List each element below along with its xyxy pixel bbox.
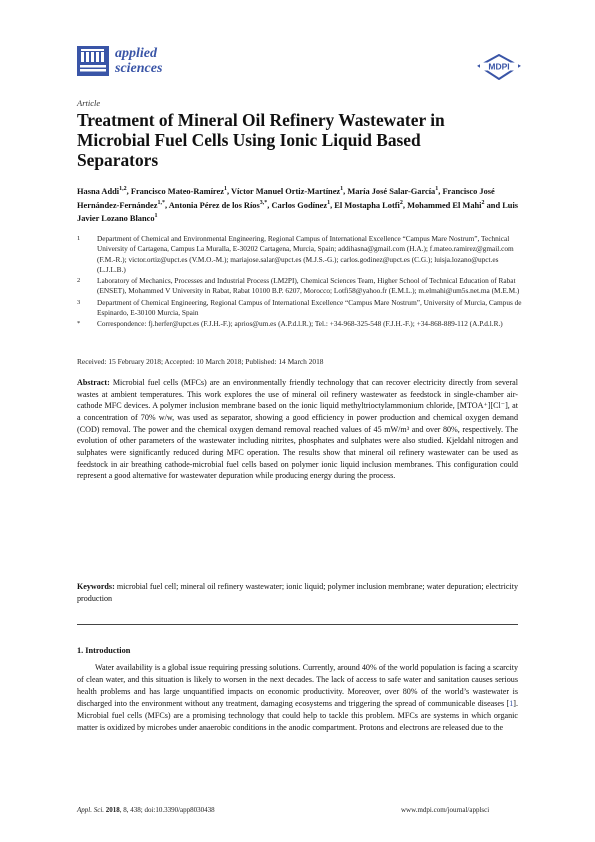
- author-separator: ,: [343, 187, 348, 196]
- author-affiliation-mark: 1: [327, 199, 331, 206]
- affiliation-item: [77, 276, 523, 297]
- author-separator: ,: [267, 200, 272, 210]
- journal-logo-icon: [77, 46, 109, 76]
- abstract: [77, 377, 518, 482]
- affiliations: [77, 234, 523, 331]
- publisher-name: MDPI: [488, 61, 510, 72]
- footer-citation: [77, 806, 215, 814]
- author-separator: ,: [226, 187, 231, 196]
- journal-logo: [77, 46, 162, 76]
- article-title: Treatment of Mineral Oil Refinery Wastewater in Microbial Fuel Cells Using Ionic Liquid Based Separators: [77, 110, 445, 170]
- article-type: Article: [77, 98, 101, 108]
- affiliation-item: [77, 298, 523, 319]
- affiliation-text: Correspondence: fj.herfer@upct.es (F.J.H.-F.); aprios@um.es (A.P.d.l.R.); Tel.: +34-968-325-548 (F.J.H.-F.); +34-868-889-112 (A.P.d.l.R.): [97, 319, 503, 329]
- publication-dates: Received: 15 February 2018; Accepted: 10 March 2018; Published: 14 March 2018: [77, 357, 324, 366]
- section-heading: 1. Introduction: [77, 646, 131, 655]
- author-separator: ,: [402, 200, 408, 210]
- author-name: Antonia Pérez de los Ríos: [168, 200, 260, 210]
- intro-text-a: Water availability is a global issue requiring pressing solutions. Currently, around 40% of the world population is facing a scarcity of clean water, and this situation is likely to worsen in the next decades. The lack of access to safe water and sanitation causes serious health problems and has large unquantified impacts on economic productivity. Moreover, over 80% of the world’s wastewater is discharged into the environment without any treatment, damaging ecosystems and triggering the spread of communicable diseases [: [77, 663, 518, 708]
- author-affiliation-mark: 2: [481, 199, 485, 206]
- author-name: El Mostapha Lotfi: [334, 200, 400, 210]
- author-list: [77, 185, 523, 226]
- journal-name-line2: sciences: [115, 61, 163, 76]
- footer-doi: , 8, 438; doi:10.3390/app8030438: [119, 806, 215, 814]
- footer-journal: Appl. Sci.: [77, 806, 105, 814]
- section-divider: [77, 624, 518, 625]
- intro-text-b: ]. Microbial fuel cells (MFCs) are a promising technology that could help to tackle this problem. MFCs are systems in which organic matter is oxidized by microbes under anaerobic conditions in the anodic compartment. Protons and electrons are released due to the: [77, 698, 518, 732]
- affiliation-mark: 1: [77, 235, 81, 242]
- affiliation-text: Laboratory of Mechanics, Processes and Industrial Process (LM2PI), Chemical Sciences Team, Higher School of Technical Education of Rabat (ENSET), Mohammed V University in Rabat, Rabat 10100 B.P. 6207, Morocco; Lotfi58@yahoo.fr (E.M.L.); m.elmahi@um5s.net.ma (M.E.M.): [97, 276, 520, 296]
- abstract-text: Microbial fuel cells (MFCs) are an environmentally friendly technology that can recover electricity directly from several wastes at ambient temperatures. This work explores the use of mineral oil refinery wastewater as feedstock in single-chamber air-cathode MFC devices. A polymer inclusion membrane based on the ionic liquid methyltrioctylammonium chloride, [MTOA⁺][Cl⁻], at a concentration of 70% w/w, was used as separator, showing a good efficiency in power production and chemical oxygen demand (COD) removal. The power and the chemical oxygen demand removal reached values of 45 mW/m³ and over 80%, respectively. The evolution of other parameters of the wastewater including nitrites, phosphates and sulphates were also studied. Kjeldahl nitrogen and sulphates were significantly reduced during MFC operation. The results show that mineral oil refinery wastewater can be used as feedstock in air breathing cathode-microbial fuel cells based on polymer ionic liquid inclusion membranes. This configuration could represent a good alternative for wastewater depuration while producing energy during the process.: [77, 378, 518, 481]
- citation-link[interactable]: 1: [509, 698, 514, 708]
- author-separator: and: [484, 200, 503, 210]
- affiliation-text: Department of Chemical Engineering, Regional Campus of International Excellence “Campus Mare Nostrum”, University of Murcia, Campus de Espinardo, E-30100 Murcia, Spain: [97, 297, 522, 318]
- affiliation-item: [77, 234, 523, 275]
- author-separator: ,: [164, 200, 169, 210]
- intro-paragraph: [77, 662, 518, 733]
- author-separator: ,: [330, 200, 335, 210]
- author-affiliation-mark: 1: [340, 186, 344, 193]
- journal-name: [115, 46, 162, 76]
- abstract-label: Abstract:: [77, 378, 110, 387]
- author-affiliation-mark: 1,*: [157, 199, 165, 206]
- author-name: Francisco Mateo-Ramírez: [130, 187, 224, 196]
- footer-url[interactable]: www.mdpi.com/journal/applsci: [401, 806, 490, 814]
- journal-name-line1: applied: [115, 46, 157, 61]
- affiliation-mark: 2: [77, 277, 81, 285]
- author-affiliation-mark: 1,2: [119, 186, 127, 193]
- mdpi-logo-icon: [477, 54, 521, 80]
- footer-year: 2018: [105, 806, 120, 814]
- keywords: [77, 581, 518, 604]
- keywords-label: Keywords:: [77, 582, 115, 591]
- author-affiliation-mark: 1: [435, 186, 439, 193]
- author-separator: ,: [438, 187, 443, 196]
- author-affiliation-mark: 1: [154, 213, 158, 220]
- affiliation-text: Department of Chemical and Environmental Engineering, Regional Campus of International Excellence “Campus Mare Nostrum”, Technical University of Cartagena, Campus La Muralla, E-30202 Cartagena, Murcia, Spain; addihasna@gmail.com (H.A.); f.mateo.ramirez@gmail.com (F.M.-R.); victor.ortiz@upct.es (V.M.O.-M.); mariajose.salar@upct.es (M.J.S.-G.); carlos.godinez@upct.es (C.G.); luisja.lozano@upct.es (L.J.L.B.): [97, 234, 514, 274]
- author-name: Luis Javier Lozano Blanco: [77, 200, 519, 223]
- author-separator: ,: [126, 187, 131, 196]
- affiliation-mark: 3: [77, 298, 81, 306]
- author-name: Carlos Godínez: [271, 200, 328, 210]
- author-affiliation-mark: 3,*: [259, 199, 268, 206]
- author-name: Hasna Addi: [77, 187, 120, 196]
- author-affiliation-mark: 1: [223, 186, 227, 193]
- author-affiliation-mark: 2: [399, 199, 403, 206]
- author-name: María José Salar-García: [347, 187, 436, 196]
- author-name: Francisco José Hernández-Fernández: [77, 187, 495, 210]
- author-name: Mohammed El Mahi: [407, 200, 482, 210]
- affiliation-item: [77, 319, 523, 329]
- author-name: Víctor Manuel Ortiz-Martínez: [230, 187, 341, 196]
- keywords-text: microbial fuel cell; mineral oil refinery wastewater; ionic liquid; polymer inclusion membrane; water depuration; electricity production: [77, 582, 518, 603]
- affiliation-mark: *: [77, 320, 81, 328]
